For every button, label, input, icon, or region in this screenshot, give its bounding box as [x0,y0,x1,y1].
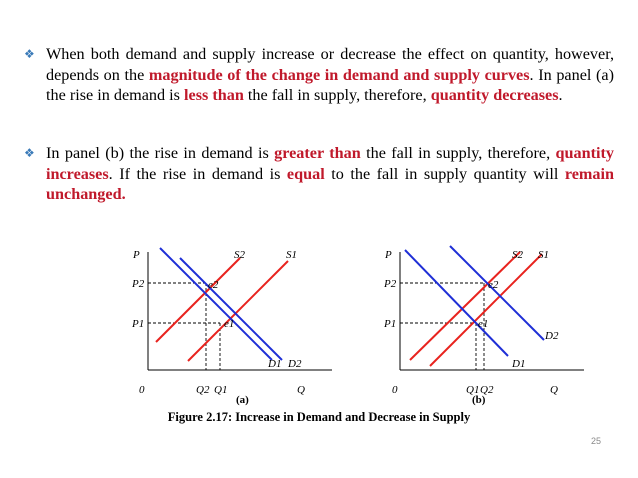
highlighted-phrase: quantity decreases [430,86,559,104]
panel-b-p2-label: P2 [384,278,397,290]
panel-b-p-axis-label: P [385,249,392,261]
panel-a-s2-label: S2 [234,249,245,261]
highlighted-phrase: remain unchanged. [46,164,615,203]
panel-b-demand-d2 [450,246,544,340]
panel-b-q-axis-label: Q [550,384,558,396]
highlighted-phrase: equal [286,164,325,183]
panel-b-q2-label: Q2 [480,384,494,396]
panel-b-e1-label: e1 [478,318,489,330]
text-segment: the fall in supply, therefore, [243,86,431,104]
diamond-cluster-icon: ❖ [24,146,35,160]
panel-a [131,248,332,406]
panel-a-p1-label: P1 [132,318,145,330]
text-segment: In panel (b) the rise in demand is [46,144,275,162]
panel-b-q1-label: Q1 [466,384,480,396]
panel-a-caption: (a) [236,394,249,406]
panel-a-d1-label: D1 [268,358,282,370]
panel-a-supply-s1 [188,261,288,361]
panel-b-supply-s2 [410,252,520,360]
panel-a-q1-label: Q1 [214,384,228,396]
panel-a-s1-label: S1 [286,249,297,261]
panel-a-q2-label: Q2 [196,384,210,396]
panel-a-demand-d2 [180,258,282,360]
text-segment: . In panel (a) the rise in demand is [46,65,614,104]
panel-a-p2-label: P2 [132,278,145,290]
panel-a-e2-label: e2 [208,279,219,291]
text-segment: When both demand and supply increase or decrease the effect on quantity, however, depends on the [46,45,614,84]
panel-b-e2-label: e2 [488,279,499,291]
text-segment: to the fall in supply quantity will [324,164,565,183]
panel-a-d2-label: D2 [288,358,302,370]
text-segment: . If the rise in demand is [108,164,287,183]
highlighted-phrase: quantity increases [46,144,614,183]
panel-b-p1-label: P1 [384,318,397,330]
diamond-cluster-icon: ❖ [24,47,35,61]
panel-a-demand-d1 [160,248,272,360]
panel-b-caption: (b) [472,394,486,406]
panel-a-origin-label: 0 [139,384,145,396]
figure-caption: Figure 2.17: Increase in Demand and Decrease in Supply [167,410,471,424]
panel-a-p-axis-label: P [133,249,140,261]
panel-b-d2-label: D2 [545,330,559,342]
highlighted-phrase: magnitude of the change in demand and supply curves [148,65,530,84]
text-segment: . [558,86,563,104]
panel-b-s2-label: S2 [512,249,523,261]
highlighted-phrase: less than [184,86,244,104]
panel-b [383,246,584,406]
page-number: 25 [591,436,602,446]
panel-a-q-axis-label: Q [297,384,305,396]
panel-b-s1-label: S1 [538,249,549,261]
text-segment: the fall in supply, therefore, [360,144,556,162]
panel-b-supply-s1 [430,254,542,366]
panel-b-origin-label: 0 [392,384,398,396]
panel-a-e1-label: e1 [224,318,235,330]
highlighted-phrase: greater than [274,144,361,162]
panel-b-d1-label: D1 [512,358,526,370]
